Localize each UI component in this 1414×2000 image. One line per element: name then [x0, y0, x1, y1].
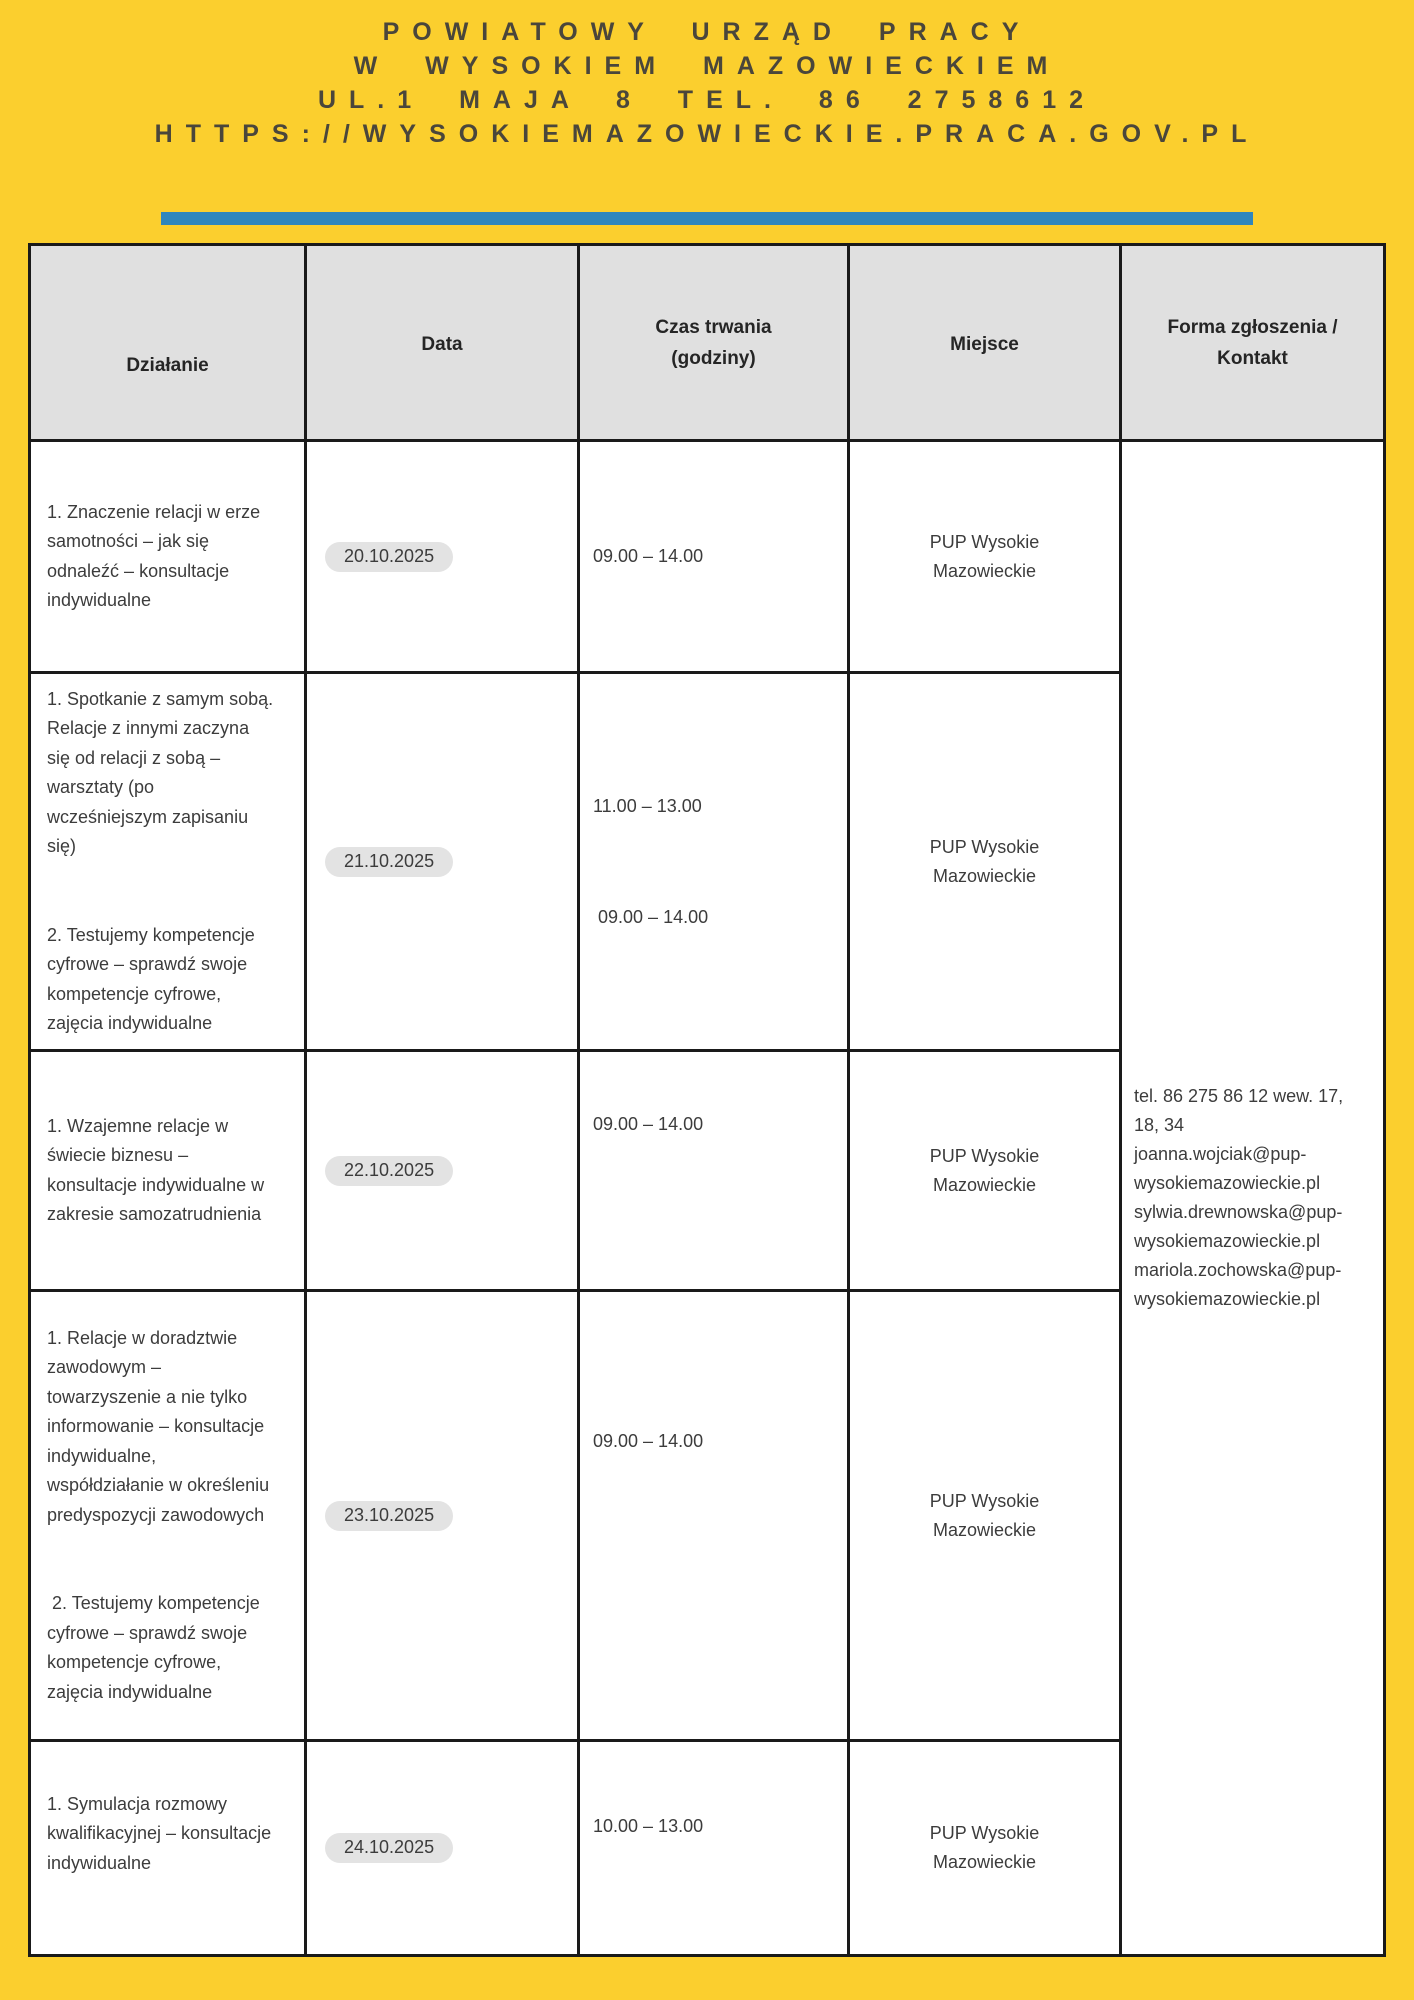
table-row-4-date-cell [307, 1292, 580, 1742]
activity-text [47, 1053, 275, 1289]
contact-email-2: sylwia.drewnowska@pup-wysokiemazowieckie.pl [1134, 1202, 1343, 1251]
column-header-label: Forma zgłoszenia / Kontakt [1167, 316, 1338, 369]
table-row-4-time-cell [580, 1292, 850, 1742]
table-row-3-place-cell [850, 1052, 1122, 1292]
table-row-2-time-cell [580, 674, 850, 1052]
activity-item: 1. Spotkanie z samym sobą. Relacje z innymi zaczyna się od relacji z sobą – warsztaty (po wcześniejszym zapisaniu się) [47, 688, 279, 856]
column-header-czas-trwania [580, 246, 850, 442]
table-row-1-place-cell [850, 442, 1122, 674]
table-row-2-date-cell [307, 674, 580, 1052]
activity-text [47, 674, 279, 1052]
table-row-5-date-cell [307, 1742, 580, 1954]
table-row-3-time-cell [580, 1052, 850, 1292]
date-badge: 23.10.2025 [325, 1501, 453, 1531]
date-badge: 24.10.2025 [325, 1833, 453, 1863]
activity-text [47, 442, 275, 674]
contact-email-1: joanna.wojciak@pup-wysokiemazowieckie.pl [1134, 1144, 1321, 1193]
place-text: PUP Wysokie Mazowieckie [929, 1490, 1040, 1540]
activity-item: 1. Relacje w doradztwie zawodowym – towarzyszenie a nie tylko informowanie – konsultacje indywidualne, współdziałanie w określeniu predyspozycji zawodowych [47, 1327, 275, 1525]
time-range: 09.00 – 14.00 [593, 1431, 704, 1451]
activity-text [47, 1292, 275, 1742]
place-text: PUP Wysokie Mazowieckie [929, 1823, 1040, 1872]
column-header-miejsce [850, 246, 1122, 442]
date-badge: 20.10.2025 [325, 542, 453, 572]
column-header-label: Data [421, 334, 463, 355]
office-name-line-2: W WYSOKIEM MAZOWIECKIEM [353, 52, 1061, 80]
office-address-line: UL.1 MAJA 8 TEL. 86 2758612 [317, 86, 1096, 114]
table-row-5-place-cell [850, 1742, 1122, 1954]
table-row-5-activity-cell [31, 1742, 307, 1954]
table-row-4-activity-cell [31, 1292, 307, 1742]
contact-phone: tel. 86 275 86 12 wew. 17, 18, 34 [1134, 1086, 1344, 1135]
activity-item: 1. Znaczenie relacji w erze samotności – jak się odnaleźć – konsultacje indywidualne [47, 501, 266, 610]
contact-email-3: mariola.zochowska@pup-wysokiemazowieckie.pl [1134, 1260, 1342, 1309]
table-row-3-activity-cell [31, 1052, 307, 1292]
activity-item: 2. Testujemy kompetencje cyfrowe – sprawdź swoje kompetencje cyfrowe, zajęcia indywidualne [47, 1593, 265, 1702]
activity-item: 2. Testujemy kompetencje cyfrowe – sprawdź swoje kompetencje cyfrowe, zajęcia indywidualne [47, 924, 260, 1033]
table-row-2-place-cell [850, 674, 1122, 1052]
time-range: 11.00 – 13.00 [593, 795, 702, 816]
time-range: 09.00 – 14.00 [593, 1114, 704, 1134]
place-text: PUP Wysokie Mazowieckie [929, 531, 1040, 581]
activity-text [47, 1742, 275, 1937]
date-badge: 22.10.2025 [325, 1156, 453, 1186]
column-header-label: Działanie [126, 355, 209, 376]
office-name-line-1: POWIATOWY URZĄD PRACY [382, 18, 1032, 46]
activity-item: 1. Wzajemne relacje w świecie biznesu – konsultacje indywidualne w zakresie samozatrudnienia [47, 1115, 270, 1224]
table-row-4-place-cell [850, 1292, 1122, 1742]
column-header-dzialanie [31, 246, 307, 442]
activity-item: 1. Symulacja rozmowy kwalifikacyjnej – konsultacje indywidualne [47, 1793, 277, 1873]
office-website-line: HTTPS://WYSOKIEMAZOWIECKIE.PRACA.GOV.PL [154, 120, 1260, 148]
table-row-1-time-cell [580, 442, 850, 674]
place-text: PUP Wysokie Mazowieckie [929, 1145, 1040, 1195]
table-row-2-activity-cell [31, 674, 307, 1052]
office-header [0, 0, 1414, 151]
table-row-3-date-cell [307, 1052, 580, 1292]
column-header-data [307, 246, 580, 442]
schedule-table [28, 243, 1386, 1957]
place-text: PUP Wysokie Mazowieckie [929, 836, 1040, 886]
time-range: 09.00 – 14.00 [593, 546, 704, 566]
time-range: 09.00 – 14.00 [593, 906, 709, 927]
column-header-forma-zgloszenia [1122, 246, 1383, 442]
contact-cell [1122, 442, 1383, 1954]
accent-divider-bar [161, 212, 1253, 225]
table-row-1-activity-cell [31, 442, 307, 674]
table-row-1-date-cell [307, 442, 580, 674]
column-header-label: Miejsce [950, 334, 1019, 355]
column-header-label: Czas trwania (godziny) [655, 316, 772, 369]
table-row-5-time-cell [580, 1742, 850, 1954]
date-badge: 21.10.2025 [325, 847, 453, 877]
time-range: 10.00 – 13.00 [593, 1815, 704, 1836]
